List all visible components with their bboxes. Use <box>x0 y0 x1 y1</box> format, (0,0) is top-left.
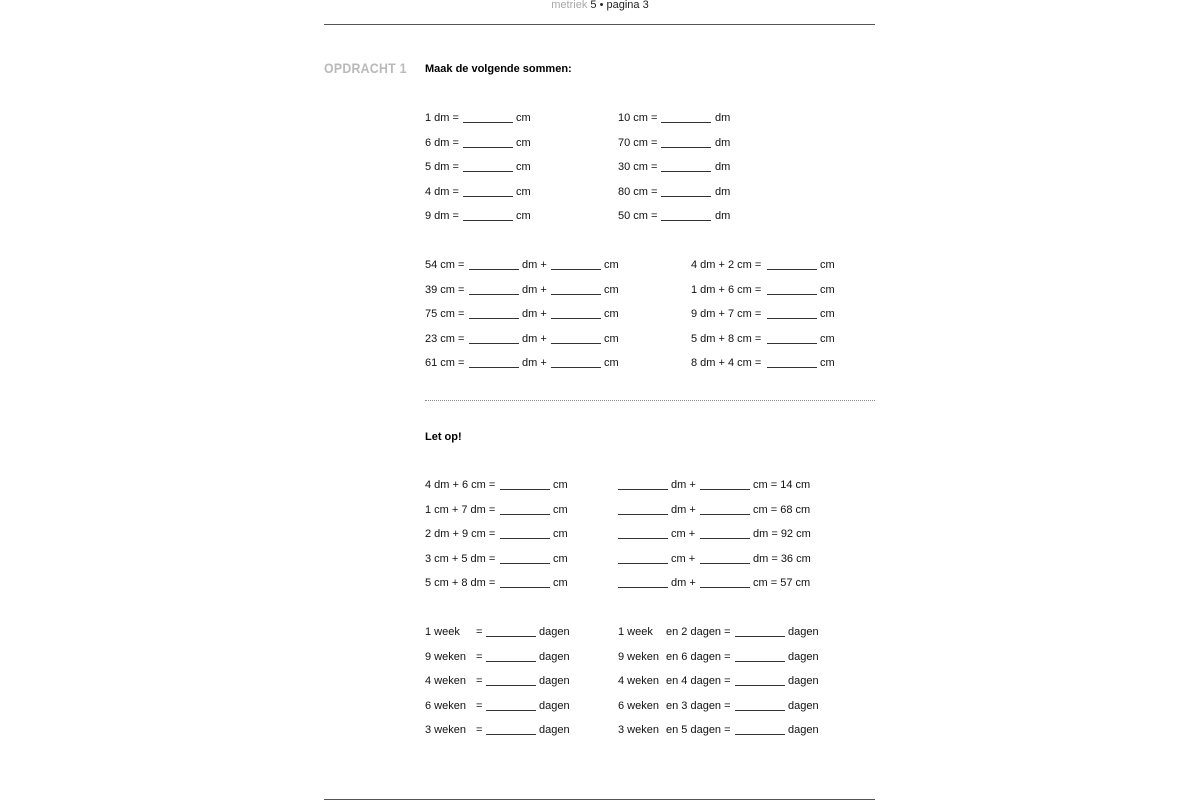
problem-text: cm = 68 cm <box>753 503 811 516</box>
header-prefix: metriek <box>551 0 588 11</box>
unit-text: dagen <box>539 699 570 712</box>
answer-blank[interactable] <box>551 343 601 344</box>
answer-blank[interactable] <box>661 171 711 172</box>
problem-text: 54 cm = <box>425 259 465 271</box>
problem-text: 50 cm = <box>618 210 658 222</box>
answer-blank[interactable] <box>735 734 785 735</box>
problem-text: 5 dm = <box>425 161 459 173</box>
answer-blank[interactable] <box>618 587 668 588</box>
unit-text: cm <box>604 259 619 271</box>
answer-blank[interactable] <box>767 269 817 270</box>
answer-blank[interactable] <box>618 514 668 515</box>
unit-text: dm + <box>522 332 547 345</box>
unit-text: cm <box>516 210 531 222</box>
answer-blank[interactable] <box>661 196 711 197</box>
unit-text: cm <box>553 503 568 516</box>
problem-text: 6 weken <box>618 699 659 712</box>
header-bullet: • <box>599 0 604 11</box>
answer-blank[interactable] <box>618 563 668 564</box>
answer-blank[interactable] <box>486 685 536 686</box>
problem-text: en 6 dagen = <box>666 650 731 663</box>
unit-text: dagen <box>788 650 819 663</box>
unit-text: dm + <box>522 259 547 271</box>
answer-blank[interactable] <box>500 538 550 539</box>
unit-text: dm + <box>671 479 696 491</box>
answer-blank[interactable] <box>500 489 550 490</box>
unit-text: cm <box>820 283 835 296</box>
unit-text: cm + <box>671 552 696 565</box>
problem-text: 4 dm + 6 cm = <box>425 479 496 491</box>
equals-text: = <box>476 699 483 712</box>
problem-text: 6 dm = <box>425 136 459 149</box>
unit-text: dm + <box>522 308 547 320</box>
problem-text: dm = 92 cm <box>753 528 811 540</box>
answer-blank[interactable] <box>469 269 519 270</box>
let-op-heading: Let op! <box>425 431 462 443</box>
answer-blank[interactable] <box>767 318 817 319</box>
answer-blank[interactable] <box>618 538 668 539</box>
equals-text: = <box>476 626 483 638</box>
equals-text: = <box>476 724 483 736</box>
problem-text: 9 weken <box>618 650 659 663</box>
header-page: pagina 3 <box>606 0 649 11</box>
unit-text: cm <box>553 528 568 540</box>
answer-blank[interactable] <box>486 710 536 711</box>
problem-text: 75 cm = <box>425 308 465 320</box>
problem-text: 4 weken <box>618 675 659 687</box>
unit-text: cm <box>604 283 619 296</box>
problem-text: 4 dm + 2 cm = <box>691 259 762 271</box>
answer-blank[interactable] <box>767 367 817 368</box>
unit-text: dagen <box>539 675 570 687</box>
problem-text: 1 dm + 6 cm = <box>691 283 762 296</box>
assignment-title: Maak de volgende sommen: <box>425 63 572 75</box>
equals-text: = <box>476 650 483 663</box>
answer-blank[interactable] <box>469 343 519 344</box>
problem-text: 61 cm = <box>425 357 465 369</box>
answer-blank[interactable] <box>551 318 601 319</box>
problem-text: 3 weken <box>425 724 466 736</box>
problem-text: 5 cm + 8 dm = <box>425 577 496 589</box>
problem-text: 80 cm = <box>618 185 658 198</box>
unit-text: dm <box>715 112 731 124</box>
problem-text: 5 dm + 8 cm = <box>691 332 762 345</box>
unit-text: cm <box>553 577 568 589</box>
unit-text: cm <box>553 479 568 491</box>
unit-text: dm <box>715 161 731 173</box>
unit-text: cm <box>604 332 619 345</box>
answer-blank[interactable] <box>735 636 785 637</box>
answer-blank[interactable] <box>700 514 750 515</box>
answer-blank[interactable] <box>700 587 750 588</box>
unit-text: cm <box>820 259 835 271</box>
answer-blank[interactable] <box>735 661 785 662</box>
dotted-divider <box>425 400 875 401</box>
unit-text: cm + <box>671 528 696 540</box>
problem-text: 23 cm = <box>425 332 465 345</box>
unit-text: cm <box>516 185 531 198</box>
problem-text: 2 dm + 9 cm = <box>425 528 496 540</box>
answer-blank[interactable] <box>551 294 601 295</box>
problem-text: 3 cm + 5 dm = <box>425 552 496 565</box>
unit-text: dagen <box>788 626 819 638</box>
unit-text: cm <box>516 112 531 124</box>
answer-blank[interactable] <box>463 196 513 197</box>
unit-text: cm <box>604 308 619 320</box>
answer-blank[interactable] <box>463 122 513 123</box>
problem-text: en 5 dagen = <box>666 724 731 736</box>
answer-blank[interactable] <box>500 514 550 515</box>
unit-text: dm + <box>671 577 696 589</box>
answer-blank[interactable] <box>767 294 817 295</box>
answer-blank[interactable] <box>486 661 536 662</box>
problem-text: cm = 57 cm <box>753 577 811 589</box>
unit-text: dm + <box>522 283 547 296</box>
problem-text: en 2 dagen = <box>666 626 731 638</box>
problem-text: dm = 36 cm <box>753 552 811 565</box>
answer-blank[interactable] <box>500 587 550 588</box>
problem-text: 3 weken <box>618 724 659 736</box>
problem-text: 39 cm = <box>425 283 465 296</box>
problem-text: 9 dm + 7 cm = <box>691 308 762 320</box>
answer-blank[interactable] <box>486 734 536 735</box>
unit-text: dagen <box>539 626 570 638</box>
assignment-label: OPDRACHT 1 <box>324 60 407 76</box>
problem-text: 1 dm = <box>425 112 459 124</box>
problem-text: 6 weken <box>425 699 466 712</box>
unit-text: dm <box>715 185 731 198</box>
problem-text: 9 weken <box>425 650 466 663</box>
answer-blank[interactable] <box>767 343 817 344</box>
page-header <box>0 0 1200 11</box>
unit-text: dagen <box>788 675 819 687</box>
answer-blank[interactable] <box>735 710 785 711</box>
answer-blank[interactable] <box>661 122 711 123</box>
answer-blank[interactable] <box>700 489 750 490</box>
unit-text: cm <box>820 308 835 320</box>
answer-blank[interactable] <box>500 563 550 564</box>
answer-blank[interactable] <box>469 294 519 295</box>
problem-text: 1 week <box>425 626 460 638</box>
answer-blank[interactable] <box>700 538 750 539</box>
unit-text: cm <box>553 552 568 565</box>
answer-blank[interactable] <box>661 147 711 148</box>
unit-text: dagen <box>539 724 570 736</box>
equals-text: = <box>476 675 483 687</box>
answer-blank[interactable] <box>618 489 668 490</box>
unit-text: dm <box>715 136 731 149</box>
unit-text: dagen <box>539 650 570 663</box>
problem-text: cm = 14 cm <box>753 479 811 491</box>
answer-blank[interactable] <box>700 563 750 564</box>
unit-text: dagen <box>788 724 819 736</box>
unit-text: dm + <box>671 503 696 516</box>
problem-text: en 3 dagen = <box>666 699 731 712</box>
problem-text: 10 cm = <box>618 112 658 124</box>
unit-text: dm <box>715 210 731 222</box>
top-rule <box>324 24 875 25</box>
answer-blank[interactable] <box>735 685 785 686</box>
answer-blank[interactable] <box>463 147 513 148</box>
problem-text: 4 dm = <box>425 185 459 198</box>
problem-text: 1 week <box>618 626 653 638</box>
answer-blank[interactable] <box>486 636 536 637</box>
answer-blank[interactable] <box>551 367 601 368</box>
problem-text: 1 cm + 7 dm = <box>425 503 496 516</box>
answer-blank[interactable] <box>661 220 711 221</box>
problem-text: en 4 dagen = <box>666 675 731 687</box>
unit-text: cm <box>516 136 531 149</box>
unit-text: cm <box>820 332 835 345</box>
unit-text: cm <box>820 357 835 369</box>
unit-text: dm + <box>522 357 547 369</box>
problem-text: 8 dm + 4 cm = <box>691 357 762 369</box>
unit-text: cm <box>516 161 531 173</box>
header-number: 5 <box>590 0 597 11</box>
problem-text: 30 cm = <box>618 161 658 173</box>
unit-text: dagen <box>788 699 819 712</box>
problem-text: 4 weken <box>425 675 466 687</box>
answer-blank[interactable] <box>463 171 513 172</box>
unit-text: cm <box>604 357 619 369</box>
answer-blank[interactable] <box>469 367 519 368</box>
answer-blank[interactable] <box>463 220 513 221</box>
answer-blank[interactable] <box>469 318 519 319</box>
answer-blank[interactable] <box>551 269 601 270</box>
problem-text: 70 cm = <box>618 136 658 149</box>
problem-text: 9 dm = <box>425 210 459 222</box>
